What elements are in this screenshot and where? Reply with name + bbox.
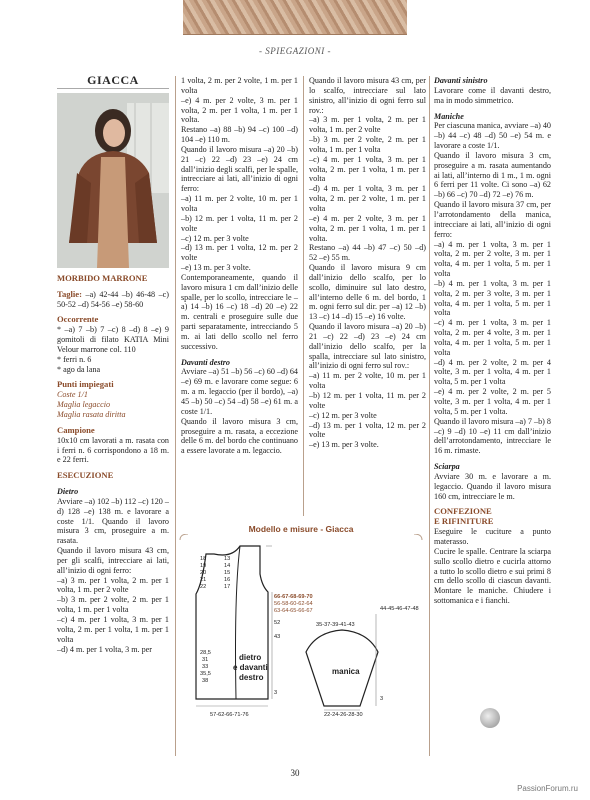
paragraph: –b) 4 m. per 1 volta, 3 m. per 1 volta, 2 m. per 3 volte, 3 m. per 1 volta, 4 m. per 1 volta, 5 m. per 1 volta — [434, 278, 551, 318]
column-divider — [303, 76, 304, 516]
paragraph: –b) 12 m. per 1 volta, 11 m. per 2 volte — [181, 213, 298, 233]
paragraph: –a) 3 m. per 1 volta, 2 m. per 1 volta, 1 m. per 2 volte — [309, 115, 426, 135]
paragraph: –c) 12 m. per 3 volte — [181, 233, 249, 243]
paragraph: –a) 11 m. per 2 volte, 10 m. per 1 volta — [181, 194, 298, 213]
paragraph: –b) 12 m. per 1 volta, 11 m. per 2 volte — [309, 391, 426, 410]
paragraph: –d) 4 m. per 2 volte, 2 m. per 4 volte, 3 m. per 1 volta, 4 m. per 1 volta, 5 m. per 1 volta — [434, 357, 551, 387]
stitch-item: Coste 1/1 — [57, 390, 88, 400]
measure-label: 43 — [274, 634, 281, 640]
paragraph: Quando il lavoro misura 3 cm, proseguire a m. rasata aumentando ai lati, all’interno di 1 m., 1 m. ogni 6 ferri per 11 volte. Ci sono –a) 62 –b) 66 –c) 70 –d) 72 –e) 76 m. — [434, 150, 551, 200]
section-heading: - SPIEGAZIONI - — [259, 46, 331, 56]
column-4 — [434, 76, 551, 606]
materials-item: * –a) 7 –b) 7 –c) 8 –d) 8 –e) 9 gomitoli di filato KATIA Mini Velour marrone col. 110 — [57, 325, 169, 354]
materials-item: * ago da lana — [57, 364, 101, 374]
column-3 — [309, 76, 426, 450]
stitches-heading: Punti impiegati — [57, 379, 114, 390]
column-2 — [181, 76, 298, 456]
measure-label: 44-45-46-47-48 — [380, 606, 419, 612]
paragraph: –d) 13 m. per 1 volta, 12 m. per 2 volte — [309, 420, 426, 440]
paragraph: –e) 4 m. per 2 volte, 3 m. per 1 volta, 2 m. per 1 volta, 1 m. per 1 volta. — [181, 95, 298, 125]
measure-label: 18 — [200, 556, 207, 562]
finishing-heading: CONFEZIONE — [434, 506, 492, 517]
paragraph: Per ciascuna manica, avviare –a) 40 –b) 44 –c) 48 –d) 50 –e) 54 m. e lavorare a coste 1/1. — [434, 121, 551, 151]
sleeves-heading: Maniche — [434, 111, 464, 121]
back-text: –d) 4 m. per 1 volta, 3 m. per — [57, 644, 152, 654]
right-front-heading: Davanti destro — [181, 357, 230, 367]
measure-label: 17 — [224, 584, 231, 590]
piece-label: dietro — [239, 653, 262, 662]
back-text: –a) 3 m. per 1 volta, 2 m. per 1 volta, 1 m. per 2 volte — [57, 575, 169, 595]
back-text: Avviare –a) 102 –b) 112 –c) 120 –d) 128 –e) 138 m. e lavorare a coste 1/1. Quando il lavoro misura 3 cm, proseguire a m. rasata. — [57, 496, 169, 546]
measure-label: 3 — [274, 690, 278, 696]
paragraph: –c) 12 m. per 3 volte — [309, 410, 377, 420]
paragraph: Lavorare come il davanti destro, ma in modo simmetrico. — [434, 85, 551, 105]
stitch-item: Maglia rasata diritta — [57, 409, 126, 419]
paragraph: Contemporaneamente, quando il lavoro misura 1 cm dall’inizio delle spalle, per lo scollo, intrecciare le –a) 14 –b) 16 –c) 18 –d) 20 –e) 22 m. centrali e proseguire sulle due parti separatamente, intrecciando 5 m. ai lati dello scollo nel ferro successivo. — [181, 272, 298, 351]
measure-label: 16 — [224, 577, 231, 583]
back-text: Quando il lavoro misura 43 cm, per gli scalfi, intrecciare ai lati, all’inizio di ogni ferro: — [57, 546, 169, 575]
paragraph: –d) 4 m. per 1 volta, 3 m. per 1 volta, 2 m. per 2 volte, 1 m. per 1 volta — [309, 184, 426, 213]
measure-label: 56-58-60-62-64 — [274, 601, 313, 607]
back-text: –c) 4 m. per 1 volta, 3 m. per 1 volta, 2 m. per 1 volta, 1 m. per 1 volta — [57, 615, 169, 644]
knitted-texture-banner — [183, 0, 407, 35]
paragraph: –c) 4 m. per 1 volta, 3 m. per 1 volta, 2 m. per 4 volte, 3 m. per 1 volta, 4 m. per 1 volta, 5 m. per 1 volta — [434, 318, 551, 357]
measure-label: 63-64-65-66-67 — [274, 608, 313, 614]
materials-heading: Occorrente — [57, 314, 99, 325]
measure-label: 3 — [380, 696, 384, 702]
paragraph: –e) 4 m. per 2 volte, 2 m. per 5 volte, 3 m. per 1 volta, 4 m. per 1 volta, 5 m. per 1 volta. — [434, 387, 551, 416]
paragraph: Quando il lavoro misura 43 cm, per lo scalfo, intrecciare sul lato sinistro, all’inizio di ogni ferro sul rov.: — [309, 76, 426, 115]
instructions-heading: ESECUZIONE — [57, 470, 114, 481]
measure-label: 19 — [200, 563, 207, 569]
measure-label: 14 — [224, 563, 231, 569]
gauge-heading: Campione — [57, 424, 95, 435]
piece-label: destro — [239, 673, 264, 682]
paragraph: Avviare 30 m. e lavorare a m. legaccio. Quando il lavoro misura 160 cm, intrecciare le m. — [434, 471, 551, 501]
piece-label: manica — [332, 667, 360, 676]
paragraph: Quando il lavoro misura –a) 20 –b) 21 –c) 22 –d) 23 –e) 24 cm dall’inizio dello scalfo, per la spalla, intrecciare sul lato sinistro, all’inizio di ogni ferro sul rov.: — [309, 322, 426, 371]
paragraph: Quando il lavoro misura –a) 7 –b) 8 –c) 9 –d) 10 –e) 11 cm dall’inizio dell’arrotondamento, intrecciare le 16 m. rimaste. — [434, 416, 551, 456]
measure-label: 28,5 — [200, 650, 211, 656]
measure-label: 66-67-68-69-70 — [274, 594, 313, 600]
left-front-heading: Davanti sinistro — [434, 76, 488, 85]
measure-label: 22-24-26-28-30 — [324, 712, 363, 718]
measurements-schematic — [176, 524, 426, 724]
gauge-text: 10x10 cm lavorati a m. rasata con i ferri n. 6 corrispondono a 18 m. e 22 ferri. — [57, 435, 169, 465]
measure-label: 52 — [274, 620, 281, 626]
paragraph: Eseguire le cuciture a punto materasso. — [434, 527, 551, 546]
yarn-ball-icon — [480, 708, 500, 728]
piece-label: e davanti — [233, 663, 268, 672]
paragraph: –c) 4 m. per 1 volta, 3 m. per 1 volta, 2 m. per 1 volta, 1 m. per 1 volta — [309, 154, 426, 184]
paragraph: –e) 4 m. per 2 volte, 3 m. per 1 volta, 2 m. per 1 volta, 1 m. per 1 volta. — [309, 213, 426, 243]
page-number: 30 — [290, 768, 300, 778]
paragraph: –b) 3 m. per 2 volte, 2 m. per 1 volta, 1 m. per 1 volta — [309, 135, 426, 154]
model-photo — [57, 93, 169, 268]
stitch-item: Maglia legaccio — [57, 400, 111, 410]
garment-title: GIACCA — [57, 76, 169, 89]
measure-label: 21 — [200, 577, 207, 583]
paragraph: Quando il lavoro misura 37 cm, per l’arrotondamento della manica, intrecciare ai lati, all’inizio di ogni ferro: — [434, 200, 551, 239]
paragraph: Quando il lavoro misura 3 cm, proseguire a m. rasata, a eccezione delle 6 m. del bordo che continuano a essere lavorate a m. legaccio. — [181, 416, 298, 456]
model-illustration — [57, 93, 169, 268]
sizes: Taglie: –a) 42-44 –b) 46-48 –c) 50-52 –d) 54-56 –e) 58-60 — [57, 288, 169, 309]
paragraph: Restano –a) 88 –b) 94 –c) 100 –d) 104 –e) 110 m. — [181, 125, 298, 145]
footer-watermark: PassionForum.ru — [517, 784, 578, 793]
paragraph: –a) 11 m. per 2 volte, 10 m. per 1 volta — [309, 371, 426, 391]
paragraph: Restano –a) 44 –b) 47 –c) 50 –d) 52 –e) 55 m. — [309, 243, 426, 263]
back-heading: Dietro — [57, 487, 79, 497]
column-divider — [429, 76, 430, 756]
measure-label: 35-37-39-41-43 — [316, 622, 355, 628]
paragraph: Avviare –a) 51 –b) 56 –c) 60 –d) 64 –e) 69 m. e lavorare come segue: 6 m. a m. legaccio (per il bordo), –a) 45 –b) 50 –c) 54 –d) 58 –e) 61 m. a coste 1/1. — [181, 367, 298, 416]
paragraph: –a) 4 m. per 1 volta, 3 m. per 1 volta, 2 m. per 2 volte, 3 m. per 1 volta, 4 m. per 1 volta, 5 m. per 1 volta — [434, 239, 551, 279]
paragraph: –d) 13 m. per 1 volta, 12 m. per 2 volte — [181, 243, 298, 263]
measure-label: 20 — [200, 570, 207, 576]
measure-label: 22 — [200, 584, 207, 590]
paragraph: Quando il lavoro misura –a) 20 –b) 21 –c) 22 –d) 23 –e) 24 cm dall’inizio degli scalfi, per le spalle, intrecciare ai lati, all’inizio di ogni ferro: — [181, 144, 298, 194]
measure-label: 35,5 — [200, 671, 211, 677]
schematic-title: Modello e misure - Giacca — [248, 524, 354, 534]
paragraph: –e) 13 m. per 3 volte. — [309, 440, 379, 450]
schematic-drawing — [176, 534, 426, 724]
scarf-heading: Sciarpa — [434, 462, 460, 472]
measure-label: 15 — [224, 570, 231, 576]
paragraph: Quando il lavoro misura 9 cm dall’inizio dello scalfo, per lo scollo, diminuire sul lato destro, all’interno delle 6 m. del bordo, 1 m. ogni ferro sul dir. per –a) 12 –b) 13 –c) 14 –d) 15 –e) 16 volte. — [309, 263, 426, 322]
paragraph: 1 volta, 2 m. per 2 volte, 1 m. per 1 volta — [181, 76, 298, 95]
column-1 — [57, 73, 169, 654]
paragraph: Cucire le spalle. Centrare la sciarpa sullo scollo dietro e cucirla attorno a tutto lo scollo dietro e sui primi 8 cm dello scollo di ciascun davanti. Montare le maniche. Chiudere i sottomanica e i fianchi. — [434, 546, 551, 606]
model-name: MORBIDO MARRONE — [57, 272, 148, 283]
measure-label: 31 — [202, 657, 209, 663]
paragraph: –e) 13 m. per 3 volte. — [181, 263, 251, 273]
materials-item: * ferri n. 6 — [57, 354, 92, 364]
finishing-heading: E RIFINITURE — [434, 516, 494, 527]
measure-label: 57-62-66-71-76 — [210, 712, 249, 718]
back-text: –b) 3 m. per 2 volte, 2 m. per 1 volta, 1 m. per 1 volta — [57, 595, 169, 615]
measure-label: 38 — [202, 678, 209, 684]
measure-label: 33 — [202, 664, 209, 670]
measure-label: 13 — [224, 556, 231, 562]
